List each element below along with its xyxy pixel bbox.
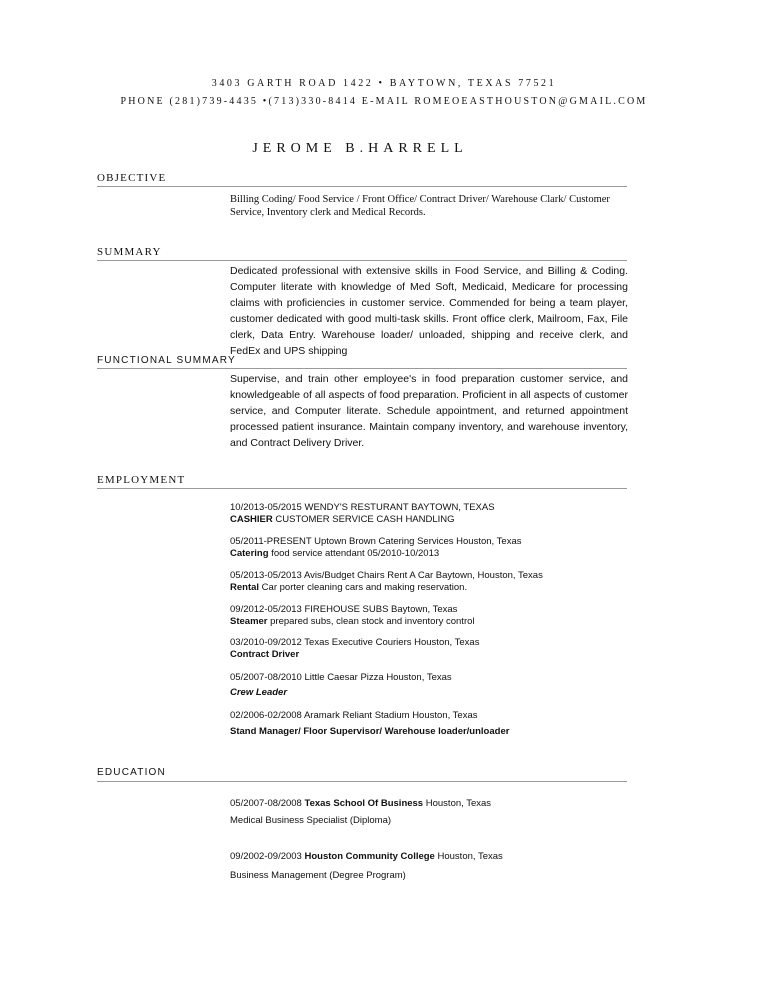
education-location: Houston, Texas (434, 851, 503, 862)
job-role: Catering (230, 547, 269, 559)
summary-body (230, 263, 628, 359)
summary-divider (97, 260, 627, 261)
objective-divider (97, 186, 627, 187)
employment-heading: EMPLOYMENT (97, 474, 186, 486)
education-entry (230, 851, 503, 862)
candidate-name: JEROME B.HARRELL (252, 141, 468, 156)
job-header: 05/2013-05/2013 Avis/Budget Chairs Rent A Car Baytown, Houston, Texas (230, 570, 543, 581)
contact-line: PHONE (281)739-4435 •(713)330-8414 E-MAIL ROMEOEASTHOUSTON@GMAIL.COM (120, 96, 648, 107)
education-dates: 05/2007-08/2008 (230, 798, 305, 809)
job-role: Crew Leader (230, 686, 288, 698)
functional-summary-divider (97, 368, 627, 369)
education-location: Houston, Texas (423, 798, 492, 809)
education-heading: EDUCATION (97, 767, 166, 778)
job-description: prepared subs, clean stock and inventory control (267, 615, 475, 627)
job-entry (230, 637, 630, 660)
job-header: 05/2011-PRESENT Uptown Brown Catering Services Houston, Texas (230, 536, 522, 547)
job-role: Steamer (230, 615, 268, 627)
job-header: 10/2013-05/2015 WENDY'S RESTURANT BAYTOWN, TEXAS (230, 502, 495, 513)
employment-divider (97, 488, 627, 489)
education-program: Business Management (Degree Program) (230, 870, 406, 881)
job-description: food service attendant 05/2010-10/2013 (268, 547, 440, 559)
job-description: Car porter cleaning cars and making reservation. (259, 581, 468, 593)
job-role: Contract Driver (230, 648, 300, 660)
address-line: 3403 GARTH ROAD 1422 • BAYTOWN, TEXAS 77521 (211, 78, 557, 89)
job-entry (230, 604, 630, 627)
job-header: 02/2006-02/2008 Aramark Reliant Stadium Houston, Texas (230, 710, 478, 721)
job-entry (230, 570, 630, 593)
job-description: CUSTOMER SERVICE CASH HANDLING (272, 513, 455, 525)
job-header: 03/2010-09/2012 Texas Executive Couriers Houston, Texas (230, 637, 480, 648)
education-program: Medical Business Specialist (Diploma) (230, 815, 392, 826)
objective-text: Billing Coding/ Food Service / Front Office/ Contract Driver/ Warehouse Clark/ Customer Service, Inventory clerk and Medical Records. (230, 194, 610, 218)
job-role: CASHIER (230, 513, 273, 525)
functional-summary-text: Supervise, and train other employee's in food preparation customer service, and knowledgeable of all aspects of food preparation. Proficient in all aspects of customer service, and Computer literate. Schedule appointment, and returned appointment processed patient insurance. Maintain company inventory, and warehouse inventory, and Contract Delivery Driver. (230, 373, 628, 449)
job-role: Stand Manager/ Floor Supervisor/ Warehouse loader/unloader (230, 725, 510, 737)
job-entry (230, 672, 630, 698)
functional-summary-heading: FUNCTIONAL SUMMARY (97, 355, 236, 366)
education-school: Texas School Of Business (304, 798, 424, 809)
functional-summary-body (230, 371, 628, 451)
education-entry (230, 798, 491, 809)
job-entry (230, 502, 630, 525)
job-entry (230, 536, 630, 559)
education-divider (97, 781, 627, 782)
objective-heading: OBJECTIVE (97, 172, 167, 184)
education-school: Houston Community College (304, 851, 435, 862)
objective-body (230, 193, 628, 219)
job-header: 09/2012-05/2013 FIREHOUSE SUBS Baytown, Texas (230, 604, 458, 615)
summary-text: Dedicated professional with extensive skills in Food Service, and Billing & Coding. Computer literate with knowledge of Med Soft, Medicaid, Medicare for processing claims with proficiencies in customer service. Commended for being a team player, customer dedicated with good multi-task skills. Front office clerk, Mailroom, Fax, File clerk, Data Entry. Warehouse loader/ unloaded, shipping and receive clerk, and FedEx and UPS shipping (230, 265, 628, 357)
summary-heading: SUMMARY (97, 246, 162, 258)
education-dates: 09/2002-09/2003 (230, 851, 305, 862)
job-entry (230, 710, 630, 737)
job-header: 05/2007-08/2010 Little Caesar Pizza Houston, Texas (230, 672, 452, 683)
job-role: Rental (230, 581, 260, 593)
